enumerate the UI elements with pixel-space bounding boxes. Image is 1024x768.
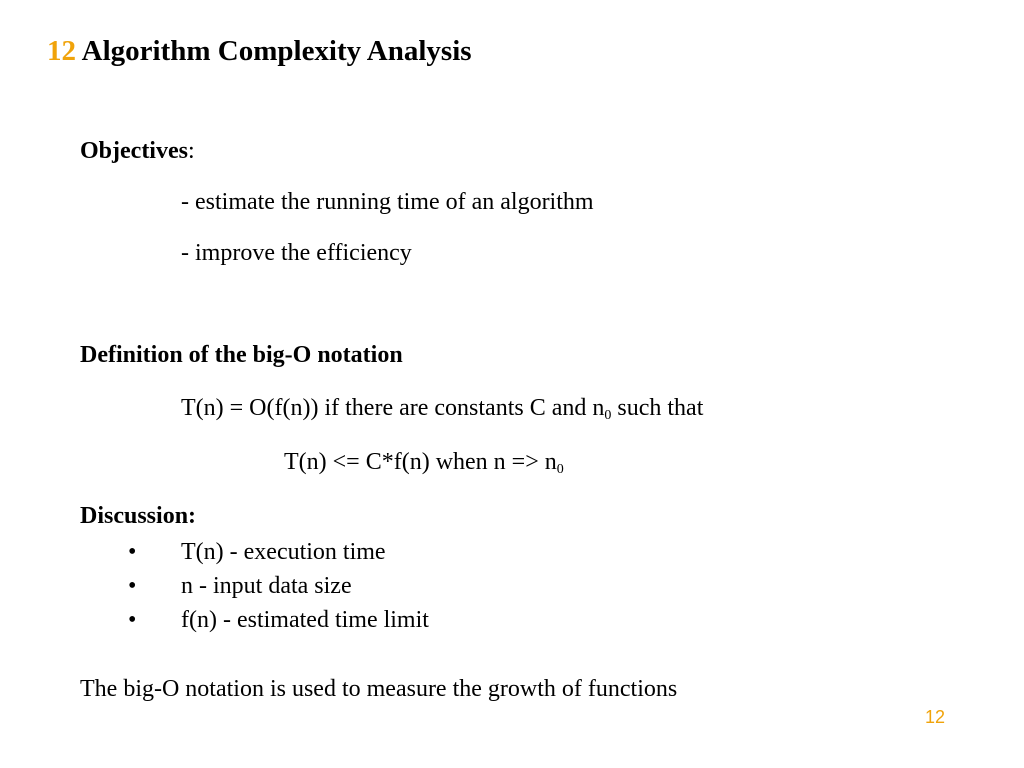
discussion-heading: Discussion: xyxy=(80,503,197,529)
objective-item-1: - estimate the running time of an algorithm xyxy=(181,189,594,215)
slide-title-text: Algorithm Complexity Analysis xyxy=(81,35,472,67)
definition-line-2 xyxy=(284,448,564,477)
definition-heading: Definition of the big-O notation xyxy=(80,342,403,368)
discussion-item-3: f(n) - estimated time limit xyxy=(181,607,429,633)
bullet-marker-1: • xyxy=(128,539,137,565)
objectives-heading: Objectives xyxy=(80,138,188,164)
page-number: 12 xyxy=(925,707,946,727)
slide-title-number: 12 xyxy=(47,35,76,67)
definition-line-1-tail: such that xyxy=(611,395,704,421)
bullet-marker-3: • xyxy=(128,607,137,633)
bullet-marker-2: • xyxy=(128,573,137,599)
slide-title xyxy=(47,34,472,69)
conclusion-text: The big-O notation is used to measure the growth of functions xyxy=(80,676,678,702)
definition-line-1 xyxy=(181,394,703,423)
discussion-item-1: T(n) - execution time xyxy=(181,539,386,565)
discussion-item-2: n - input data size xyxy=(181,573,352,599)
definition-line-2-main: T(n) <= C*f(n) when n => n xyxy=(284,449,557,475)
definition-line-1-subscript: 0 xyxy=(604,408,612,423)
definition-line-1-main: T(n) = O(f(n)) if there are constants C and n xyxy=(181,395,605,421)
objective-item-2: - improve the efficiency xyxy=(181,240,412,266)
definition-line-2-subscript: 0 xyxy=(556,462,564,477)
objectives-colon: : xyxy=(187,138,195,164)
objectives-heading-line xyxy=(80,137,195,166)
